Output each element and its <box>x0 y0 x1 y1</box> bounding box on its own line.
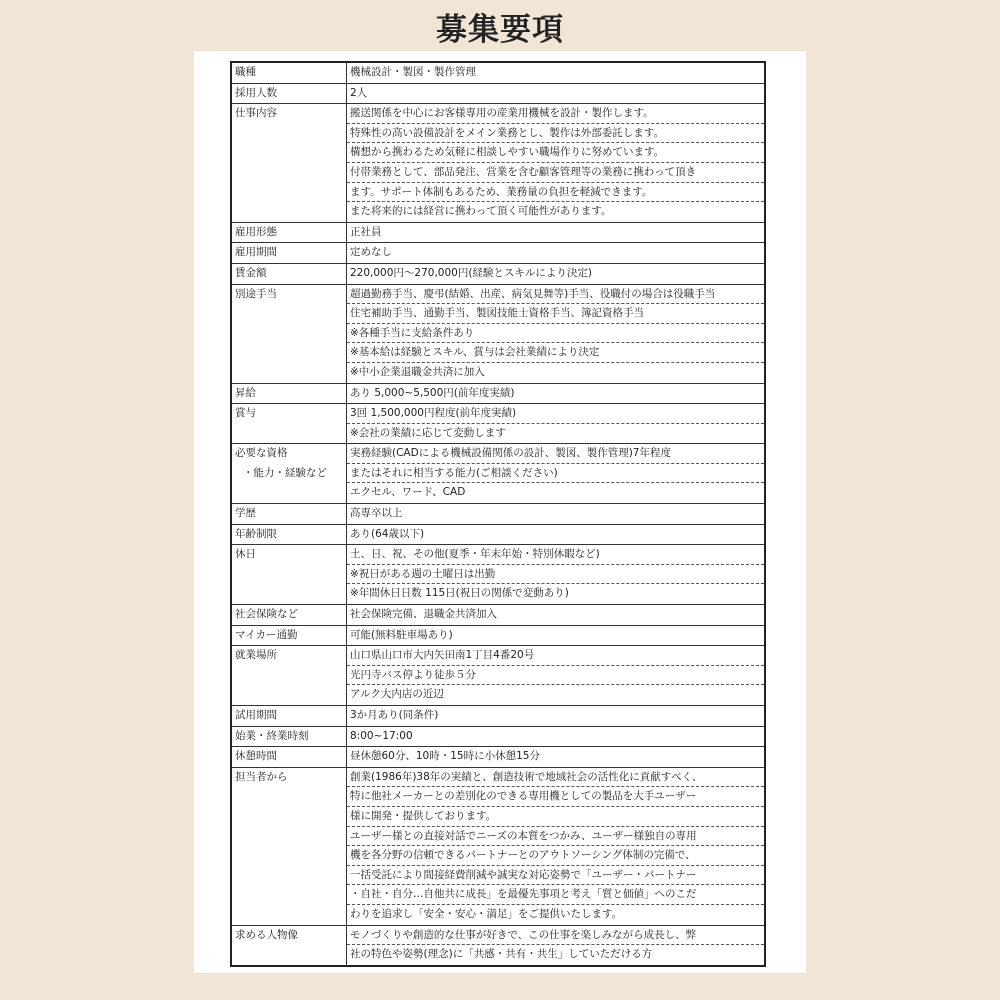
row-value <box>347 925 766 966</box>
row-label-text: 求める人物像 <box>235 928 298 941</box>
row-label <box>231 504 347 525</box>
value-line: エクセル、ワード、CAD <box>350 486 466 499</box>
row-value <box>347 726 766 747</box>
row-label <box>231 222 347 243</box>
document-page <box>194 51 806 973</box>
row-value <box>347 243 766 264</box>
row-value <box>347 605 766 626</box>
table-row <box>231 545 765 605</box>
page-title: 募集要項 <box>436 12 564 48</box>
value-line: 付帯業務として、部品発注、営業を含む顧客管理等の業務に携わって頂き <box>347 163 764 183</box>
value-line: ※年間休日日数 115日(祝日の関係で変動あり) <box>350 587 569 600</box>
table-row <box>231 646 765 706</box>
row-label-text: 始業・終業時刻 <box>235 729 309 742</box>
row-label <box>231 726 347 747</box>
row-label-text: 就業場所 <box>235 649 277 662</box>
value-line: 一括受託により間接経費削減や誠実な対応姿勢で「ユーザー・パートナー <box>347 866 764 886</box>
row-value <box>347 706 766 727</box>
row-label-text: 担当者から <box>235 770 288 783</box>
table-row <box>231 747 765 768</box>
row-label <box>231 925 347 966</box>
value-line: 創業(1986年)38年の実績と、創造技術で地域社会の活性化に貢献すべく、 <box>347 768 764 788</box>
row-label-text: 休憩時間 <box>235 750 277 763</box>
table-row <box>231 444 765 504</box>
value-line: 220,000円～270,000円(経験とスキルにより決定) <box>350 266 592 279</box>
table-row <box>231 726 765 747</box>
value-line: ます。サポート体制もあるため、業務量の負担を軽減できます。 <box>347 183 764 203</box>
row-label-text: 賃金額 <box>235 266 267 279</box>
value-line: 住宅補助手当、通勤手当、製図技能士資格手当、簿記資格手当 <box>347 304 764 324</box>
row-label-text: 賞与 <box>235 407 256 420</box>
row-label <box>231 625 347 646</box>
value-line: 特殊性の高い設備設計をメイン業務とし、製作は外部委託します。 <box>347 124 764 144</box>
value-line: ユーザー様との直接対話でニーズの本質をつかみ、ユーザー様独自の専用 <box>347 827 764 847</box>
value-line: 可能(無料駐車場あり) <box>350 628 453 641</box>
row-value <box>347 646 766 706</box>
value-line: また将来的には経営に携わって頂く可能性があります。 <box>350 205 612 218</box>
row-label <box>231 444 347 504</box>
row-label <box>231 706 347 727</box>
row-label-text: 年齢制限 <box>235 527 277 540</box>
row-label-text: マイカー通勤 <box>235 628 298 641</box>
row-label-text: 仕事内容 <box>235 107 277 120</box>
row-label <box>231 605 347 626</box>
value-line: 定めなし <box>350 246 392 259</box>
value-line: 土、日、祝、その他(夏季・年末年始・特別休暇など) <box>347 545 764 565</box>
row-label-text: 学歴 <box>235 507 256 520</box>
row-value <box>347 767 766 925</box>
value-line: 社会保険完備、退職金共済加入 <box>350 608 497 621</box>
value-line: 8:00~17:00 <box>350 729 413 742</box>
value-line: 3回 1,500,000円程度(前年度実績) <box>347 404 764 424</box>
row-value <box>347 83 766 104</box>
value-line: 様に開発・提供しております。 <box>347 807 764 827</box>
value-line: 昼休憩60分、10時・15時に小休憩15分 <box>350 750 540 763</box>
row-value <box>347 284 766 383</box>
value-line: 正社員 <box>350 225 382 238</box>
value-line: 高専卒以上 <box>350 507 403 520</box>
row-label <box>231 383 347 404</box>
row-value <box>347 383 766 404</box>
row-value <box>347 444 766 504</box>
row-label <box>231 104 347 223</box>
value-line: あり(64歳以下) <box>350 527 425 540</box>
row-label <box>231 284 347 383</box>
value-line: アルク大内店の近辺 <box>350 688 444 701</box>
value-line: 2人 <box>350 86 368 99</box>
value-line: ・自社・自分…自他共に成長」を最優先事項と考え「質と価値」へのこだ <box>347 885 764 905</box>
table-row <box>231 605 765 626</box>
value-line: ※会社の業績に応じて変動します <box>350 426 506 439</box>
table-row <box>231 504 765 525</box>
table-row <box>231 404 765 444</box>
row-value <box>347 504 766 525</box>
table-row <box>231 383 765 404</box>
row-label-text: 雇用形態 <box>235 225 277 238</box>
table-row <box>231 104 765 223</box>
row-label-text: 別途手当 <box>235 287 277 300</box>
table-row <box>231 284 765 383</box>
row-label-text: 社会保険など <box>235 608 298 621</box>
row-label <box>231 404 347 444</box>
row-label-text: 必要な資格 <box>235 447 288 460</box>
row-label-text: 職種 <box>235 66 256 78</box>
value-line: またはそれに相当する能力(ご相談ください) <box>347 464 764 484</box>
value-line: 社の特色や姿勢(理念)に「共感・共有・共生」していただける方 <box>350 948 653 961</box>
value-line: 搬送関係を中心にお客様専用の産業用機械を設計・製作します。 <box>347 104 764 124</box>
table-row <box>231 62 765 83</box>
row-label <box>231 545 347 605</box>
row-value <box>347 263 766 284</box>
row-label-text: 採用人数 <box>235 86 277 99</box>
row-value <box>347 222 766 243</box>
value-line: ※祝日がある週の土曜日は出勤 <box>347 565 764 585</box>
row-label <box>231 263 347 284</box>
row-label-text: 昇給 <box>235 386 256 399</box>
row-label <box>231 62 347 83</box>
value-line: ※各種手当に支給条件あり <box>347 324 764 344</box>
row-label <box>231 646 347 706</box>
table-row <box>231 625 765 646</box>
row-label <box>231 243 347 264</box>
requirements-table <box>230 61 766 967</box>
row-label <box>231 767 347 925</box>
row-label <box>231 747 347 768</box>
row-label <box>231 83 347 104</box>
row-value <box>347 404 766 444</box>
value-line: 実務経験(CADによる機械設備関係の設計、製図、製作管理)7年程度 <box>347 444 764 464</box>
value-line: モノづくりや創造的な仕事が好きで、この仕事を楽しみながら成長し、弊 <box>347 926 764 946</box>
value-line: 機械設計・製図・製作管理 <box>350 66 476 78</box>
row-value <box>347 62 766 83</box>
table-row <box>231 222 765 243</box>
value-line: あり 5,000~5,500円(前年度実績) <box>350 386 515 399</box>
row-value <box>347 625 766 646</box>
table-row <box>231 524 765 545</box>
row-value <box>347 104 766 223</box>
row-value <box>347 524 766 545</box>
table-row <box>231 706 765 727</box>
value-line: ※中小企業退職金共済に加入 <box>350 365 485 378</box>
value-line: 構想から携わるため気軽に相談しやすい職場作りに努めています。 <box>347 143 764 163</box>
value-line: ※基本給は経験とスキル、賞与は会社業績により決定 <box>347 343 764 363</box>
row-label-text: ・能力・経験など <box>243 466 327 479</box>
table-row <box>231 925 765 966</box>
value-line: 特に他社メーカーとの差別化のできる専用機としての製品を大手ユーザー <box>347 787 764 807</box>
row-label-text: 試用期間 <box>235 709 277 721</box>
value-line: わりを追求し「安全・安心・満足」をご提供いたします。 <box>350 907 623 920</box>
table-row <box>231 263 765 284</box>
table-row <box>231 243 765 264</box>
value-line: 3か月あり(同条件) <box>350 709 439 721</box>
table-row <box>231 83 765 104</box>
value-line: 光円寺バス停より徒歩５分 <box>347 666 764 686</box>
row-label <box>231 524 347 545</box>
row-label-text: 休日 <box>235 548 256 561</box>
row-label-text: 雇用期間 <box>235 246 277 259</box>
value-line: 山口県山口市大内矢田南1丁目4番20号 <box>347 646 764 666</box>
row-value <box>347 545 766 605</box>
value-line: 超過勤務手当、慶弔(結婚、出産、病気見舞等)手当、役職付の場合は役職手当 <box>347 285 764 305</box>
table-row <box>231 767 765 925</box>
row-value <box>347 747 766 768</box>
value-line: 機を各分野の信頼できるパートナーとのアウトソーシング体制の完備で、 <box>347 846 764 866</box>
